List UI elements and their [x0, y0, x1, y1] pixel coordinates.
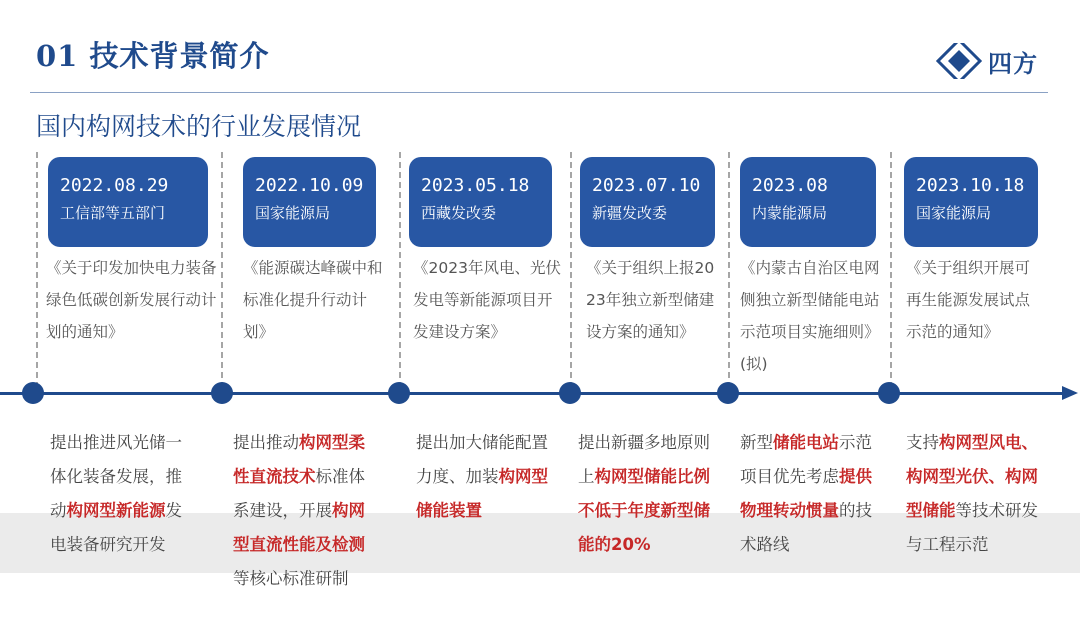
timeline-dot — [388, 382, 410, 404]
desc-text: 新型 — [740, 433, 773, 452]
date-card — [580, 157, 715, 247]
policy-document: 《2023年风电、光伏发电等新能源项目开发建设方案》 — [413, 259, 561, 341]
column-separator — [890, 152, 892, 388]
desc-text: 提出推动 — [233, 433, 299, 452]
section-subtitle: 国内构网技术的行业发展情况 — [36, 112, 362, 141]
timeline-dot — [22, 382, 44, 404]
date-card — [740, 157, 876, 247]
page-title: 01 技术背景简介 — [36, 39, 270, 73]
event-description — [233, 426, 381, 596]
event-date: 2023.08 — [752, 175, 828, 196]
header-divider — [30, 92, 1048, 93]
desc-highlight: 构网型柔性直流技术 — [233, 433, 365, 486]
desc-highlight: 构网型直流性能及检测 — [233, 501, 365, 554]
timeline-dot — [878, 382, 900, 404]
column-separator — [399, 152, 401, 388]
diamond-logo-icon — [936, 38, 982, 84]
event-org: 西藏发改委 — [421, 204, 497, 222]
date-card — [243, 157, 376, 247]
desc-text: 提出新疆多地原则上 — [578, 433, 710, 486]
event-org: 国家能源局 — [916, 204, 992, 222]
event-date: 2023.07.10 — [592, 175, 701, 196]
timeline-arrow-icon — [1062, 386, 1078, 400]
policy-document: 《关于印发加快电力装备绿色低碳创新发展行动计划的通知》 — [46, 259, 217, 341]
event-description — [50, 426, 182, 562]
event-description — [740, 426, 876, 562]
desc-text: 发电装备研究开发 — [50, 501, 182, 554]
date-card — [409, 157, 552, 247]
desc-text: 支持 — [906, 433, 939, 452]
column-separator — [728, 152, 730, 388]
timeline-dot — [559, 382, 581, 404]
logo-text: 四方 — [988, 50, 1038, 78]
event-date: 2022.08.29 — [60, 175, 169, 196]
desc-text: 示范项目优先考虑 — [740, 433, 872, 486]
event-org: 新疆发改委 — [592, 204, 668, 222]
desc-highlight: 构网型储能装置 — [416, 467, 548, 520]
desc-highlight: 构网型风电、构网型光伏、构网型储能 — [906, 433, 1038, 520]
policy-document: 《关于组织上报2023年独立新型储建设方案的通知》 — [586, 259, 715, 341]
desc-text: 标准体系建设，开展 — [233, 467, 365, 520]
timeline-axis — [0, 392, 1066, 395]
event-description — [578, 426, 714, 562]
desc-highlight: 构网型新能源 — [66, 501, 166, 520]
event-org: 内蒙能源局 — [752, 204, 828, 222]
policy-document: 《能源碳达峰碳中和标准化提升行动计划》 — [243, 259, 383, 341]
date-card — [48, 157, 208, 247]
desc-text: 的技术路线 — [740, 501, 872, 554]
policy-document: 《内蒙古自治区电网侧独立新型储能电站示范项目实施细则》(拟) — [740, 259, 880, 373]
event-org: 工信部等五部门 — [60, 204, 166, 222]
company-logo — [936, 38, 1046, 86]
desc-highlight: 提供物理转动惯量 — [740, 467, 872, 520]
date-card — [904, 157, 1038, 247]
desc-text: 等核心标准研制 — [233, 569, 349, 588]
desc-highlight: 储能电站 — [773, 433, 839, 452]
column-separator — [36, 152, 38, 388]
desc-text: 等技术研发与工程示范 — [906, 501, 1038, 554]
timeline-dot — [211, 382, 233, 404]
event-date: 2023.10.18 — [916, 175, 1025, 196]
desc-text: 提出推进风光储一体化装备发展，推动 — [50, 433, 182, 520]
event-date: 2023.05.18 — [421, 175, 530, 196]
column-separator — [221, 152, 223, 388]
timeline-dot — [717, 382, 739, 404]
event-org: 国家能源局 — [255, 204, 331, 222]
desc-highlight: 构网型储能比例不低于年度新型储能的20% — [578, 467, 710, 554]
event-date: 2022.10.09 — [255, 175, 364, 196]
event-description — [906, 426, 1044, 562]
desc-text: 提出加大储能配置力度、加装 — [416, 433, 548, 486]
policy-document: 《关于组织开展可再生能源发展试点示范的通知》 — [906, 259, 1031, 341]
event-description — [416, 426, 548, 528]
column-separator — [570, 152, 572, 388]
